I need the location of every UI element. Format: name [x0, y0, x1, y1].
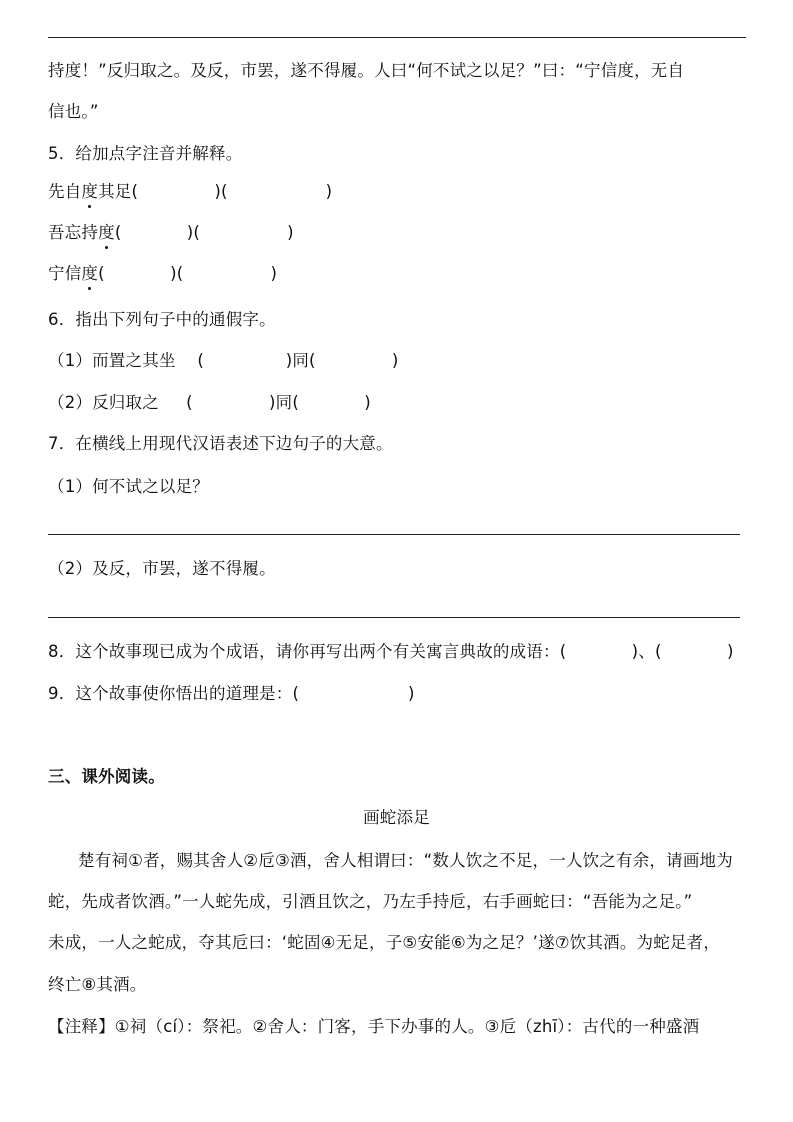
question-7b: （2）及反，市罢，遂不得履。	[48, 559, 276, 578]
answer-line-7b[interactable]	[48, 617, 740, 618]
question-5a	[48, 181, 332, 203]
notes-line: 【注释】①祠（cí）：祭祀。②舍人：门客，手下办事的人。③卮（zhī）：古代的一种盛酒	[48, 1017, 700, 1036]
dotted-char: 度	[98, 223, 115, 242]
dotted-char: 度	[81, 182, 99, 201]
question-6: 6．指出下列句子中的通假字。	[48, 310, 276, 329]
question-8: 8．这个故事现已成为个成语，请你再写出两个有关寓言典故的成语：( )、( )	[48, 642, 734, 661]
q5b-prefix: 吾忘持	[48, 223, 99, 242]
passage-line-1: 持度！”反归取之。及反，市罢，遂不得履。人曰“何不试之以足？”曰：“宁信度，无自	[48, 61, 685, 80]
question-7a: （1）何不试之以足？	[48, 477, 209, 496]
question-6b: （2）反归取之 ( )同( )	[48, 393, 371, 412]
question-6a: （1）而置之其坐 ( )同( )	[48, 351, 399, 370]
q5b-suffix: ( )( )	[114, 223, 294, 242]
story-title: 画蛇添足	[363, 808, 430, 827]
story-line-2: 蛇，先成者饮酒。”一人蛇先成，引酒且饮之，乃左手持卮，右手画蛇曰：“吾能为之足。”	[48, 892, 693, 911]
dotted-char: 度	[81, 264, 99, 283]
passage-line-2: 信也。”	[48, 102, 99, 121]
question-5: 5．给加点字注音并解释。	[48, 144, 243, 163]
q5a-prefix: 先自	[48, 182, 82, 201]
story-line-1: 楚有祠①者，赐其舍人②卮③酒，舍人相谓曰：“数人饮之不足，一人饮之有余，请画地为	[78, 851, 733, 870]
q5c-prefix: 宁信	[48, 264, 82, 283]
question-5b	[48, 222, 294, 244]
answer-line-7a[interactable]	[48, 534, 740, 535]
question-9: 9．这个故事使你悟出的道理是：( )	[48, 684, 415, 703]
q5c-suffix: ( )( )	[98, 264, 278, 283]
story-line-4: 终亡⑧其酒。	[48, 975, 147, 994]
q5a-suffix: 其足( )( )	[98, 182, 333, 201]
question-7: 7．在横线上用现代汉语表述下边句子的大意。	[48, 434, 393, 453]
top-rule	[48, 37, 746, 38]
story-line-3: 未成，一人之蛇成，夺其卮曰：‘蛇固④无足，子⑤安能⑥为之足？’遂⑦饮其酒。为蛇足者，	[48, 933, 721, 952]
section-3-heading: 三、课外阅读。	[48, 767, 165, 786]
question-5c	[48, 263, 277, 285]
